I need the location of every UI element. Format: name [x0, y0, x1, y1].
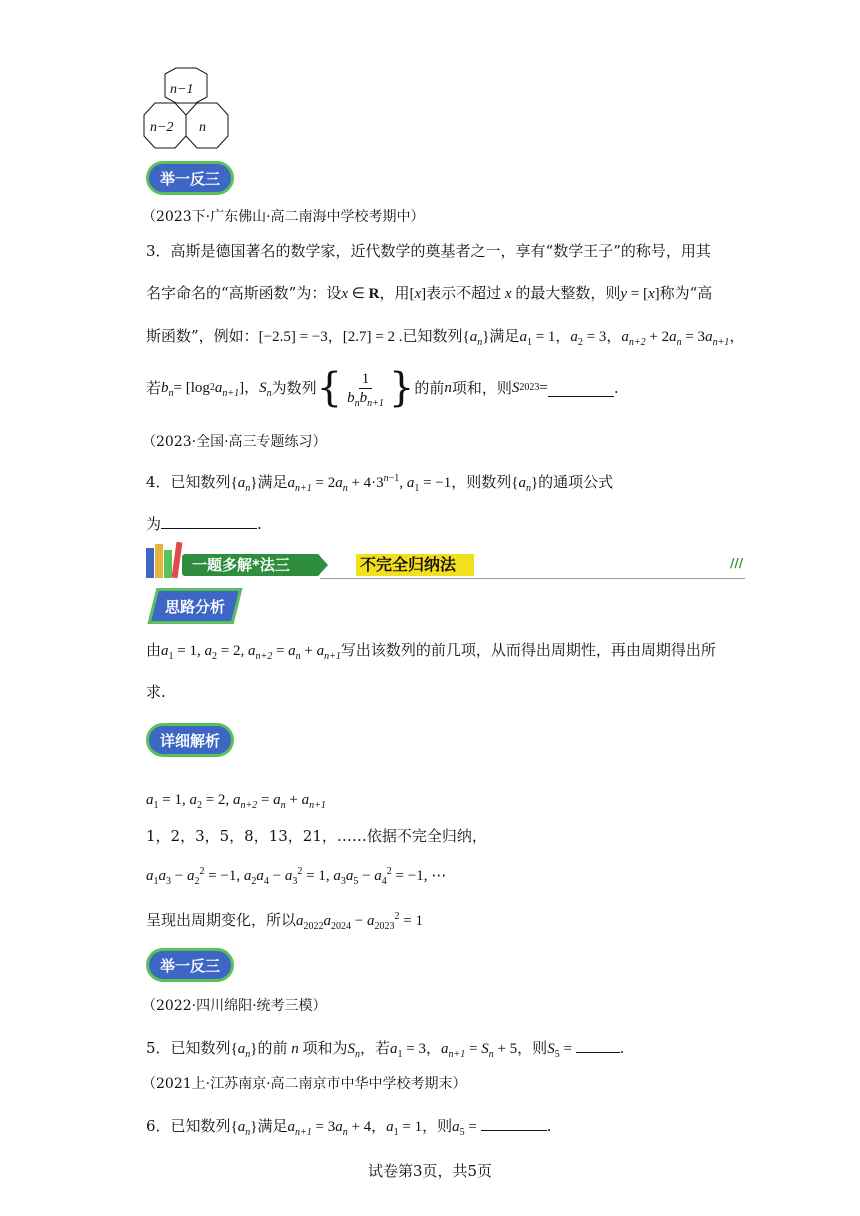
- q3-text4d: 项和，则: [451, 379, 512, 397]
- hexagon-figure: [138, 64, 233, 154]
- analysis-line1: 由$a_1 = 1$, $a_2 = 2$, $a_{n+2} = a_n + a_{n+1}$写出该数列的前几项，从而得出周期性，再由周期得出所: [146, 641, 716, 662]
- hex-label-left: n−2: [150, 120, 174, 135]
- q4-text1d: 的通项公式: [538, 473, 614, 491]
- q6-line: 6．已知数列$\{a_n\}$满足$a_{n+1} = 3a_n + 4$，$a_1 = 1$，则$a_5$ = .: [146, 1114, 551, 1137]
- q3-text2c: 表示不超过: [426, 284, 502, 302]
- page-footer: 试卷第3页，共5页: [367, 1162, 493, 1180]
- q6-text-a: 已知数列: [170, 1117, 231, 1135]
- q3-line3: 斯函数”，例如：[−2.5] = −3，[2.7] = 2 .已知数列$\{a_n\}$满足$a_1 = 1$，$a_2 = 3$，$a_{n+2} + 2a_n = 3a_{n+1}$，: [146, 327, 745, 348]
- q3-number: 3．: [146, 242, 171, 260]
- badge-practice: 举一反三: [146, 161, 234, 195]
- books-icon: [144, 540, 184, 580]
- banner-right: 不完全归纳法: [356, 554, 474, 576]
- banner-marks: ///: [730, 556, 744, 570]
- source-q4: （2023·全国·高三专题练习）: [142, 434, 327, 450]
- detail-text4: 呈现出周期变化，所以: [146, 911, 297, 929]
- q5-text-d: ，若: [360, 1039, 391, 1057]
- q3-text2b: ，用: [379, 284, 410, 302]
- q6-number: 6．: [146, 1117, 171, 1135]
- q3-text4a: 若: [146, 379, 162, 397]
- badge-practice-2: 举一反三: [146, 948, 234, 982]
- q4-text1a: 已知数列: [170, 473, 231, 491]
- q5-text-e: ，则: [517, 1039, 548, 1057]
- q3-line1: [146, 241, 711, 261]
- q3-text3c: 满足: [489, 327, 520, 345]
- q3-fraction: $\frac{1}{b_nb_{n+1}}$: [347, 370, 384, 409]
- q3-answer-blank[interactable]: [548, 380, 614, 397]
- hex-label-top: n−1: [170, 82, 194, 97]
- banner-left: 一题多解*法三: [182, 554, 320, 576]
- section-banner: [144, 540, 745, 580]
- q3-text2d: 的最大整数，则: [515, 284, 621, 302]
- q4-line2: 为 .: [146, 512, 262, 534]
- detail-formula1: $a_1 = 1$, $a_2 = 2$, $a_{n+2} = a_n + a_{n+1}$: [146, 792, 326, 811]
- q5-answer-blank[interactable]: [576, 1036, 620, 1053]
- source-q6: （2021上·江苏南京·高二南京市中华中学校考期末）: [142, 1076, 467, 1092]
- q3-text3b: 已知数列: [402, 327, 463, 345]
- q3-text4b: 为数列: [271, 379, 317, 397]
- q3-line4: 若 $b_n$ = [log 2 $a_{n+1}$ ]， $S_n$ 为数列 { $\frac{1}{b_nb_{n+1}}$ } 的前 n 项和，则 S 2023 = .: [146, 365, 619, 411]
- q3-line2: 名字命名的“高斯函数”为：设x ∈ R，用[x]表示不超过 x 的最大整数，则y = [x]称为“高: [146, 284, 713, 302]
- q5-text-a: 已知数列: [170, 1039, 231, 1057]
- badge-detail: 详细解析: [146, 723, 234, 757]
- hex-label-right: n: [199, 120, 206, 135]
- q4-text2a: 为: [146, 515, 162, 533]
- q5-line: 5．已知数列$\{a_n\}$的前 n 项和为$S_n$，若$a_1 = 3$，$a_{n+1} = S_n + 5$，则$S_5$ = .: [146, 1036, 624, 1059]
- q4-text1b: 满足: [257, 473, 288, 491]
- detail-conclusion: 呈现出周期变化，所以$a_{2022}a_{2024} - a_{2023}^2 = 1$: [146, 911, 423, 932]
- q3-text2a: 名字命名的“高斯函数”为：设: [146, 284, 342, 302]
- q6-text-c: ，则: [422, 1117, 453, 1135]
- q3-text3a: 斯函数”，例如：: [146, 327, 259, 345]
- q3-text1: 高斯是德国著名的数学家，近代数学的奠基者之一，享有“数学王子”的称号，用其: [170, 242, 711, 260]
- q4-text1c: ，则数列: [451, 473, 512, 491]
- q4-number: 4．: [146, 473, 171, 491]
- analysis-line2: 求.: [146, 683, 166, 701]
- q4-answer-blank[interactable]: [161, 512, 257, 529]
- q3-text2e: 称为“高: [659, 284, 713, 302]
- banner-underline: [320, 578, 745, 579]
- q5-text-c: 项和为: [302, 1039, 348, 1057]
- source-q3: （2023下·广东佛山·高二南海中学校考期中）: [142, 209, 425, 225]
- source-q5: （2022·四川绵阳·统考三模）: [142, 998, 327, 1014]
- q3-text4c: 的前: [414, 379, 445, 397]
- detail-sequence: 1，2，3，5，8，13，21，……依据不完全归纳，: [146, 827, 487, 845]
- analysis-text1: 写出该数列的前几项，从而得出周期性，再由周期得出所: [340, 641, 716, 659]
- q4-line1: 4．已知数列$\{a_n\}$满足$a_{n+1} = 2a_n + 4\cdot 3^{n-1}$, $a_1 = -1$，则数列$\{a_n\}$的通项公式: [146, 473, 614, 494]
- banner-arrow: [318, 554, 328, 576]
- q5-number: 5．: [146, 1039, 171, 1057]
- q6-answer-blank[interactable]: [481, 1114, 547, 1131]
- q5-text-b: 的前: [257, 1039, 288, 1057]
- detail-formula2: $a_1a_3 - a_2^2 = -1$, $a_2a_4 - a_3^2 = 1$, $a_3a_5 - a_4^2 = -1$, ⋯: [146, 866, 447, 887]
- analysis-pre: 由: [146, 641, 162, 659]
- q6-text-b: 满足: [257, 1117, 288, 1135]
- badge-analysis: 思路分析: [164, 597, 225, 616]
- hexagon-right: [186, 103, 228, 148]
